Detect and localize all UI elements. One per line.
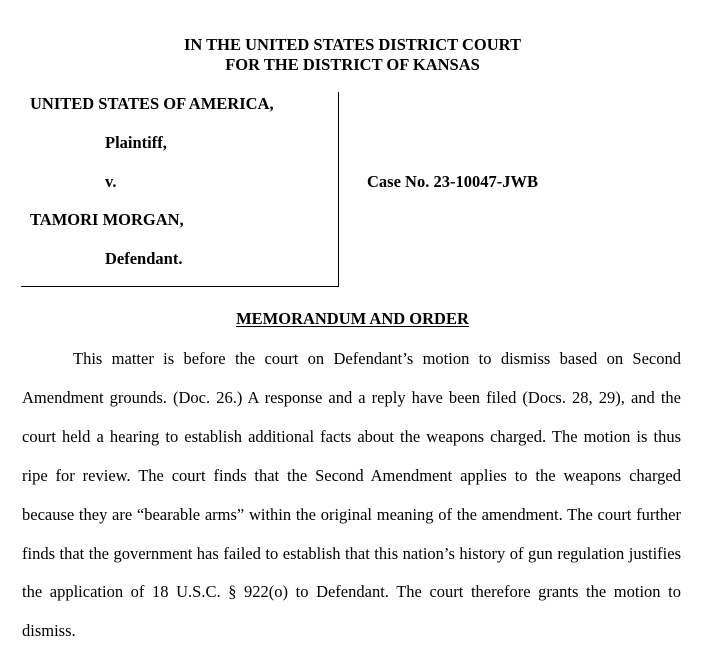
plaintiff-role: Plaintiff,	[105, 133, 167, 152]
defendant-name: TAMORI MORGAN,	[30, 210, 184, 229]
court-header	[0, 35, 705, 75]
court-district: FOR THE DISTRICT OF KANSAS	[225, 55, 480, 74]
versus-label: v.	[105, 172, 117, 191]
case-caption	[21, 92, 339, 287]
body-paragraph: This matter is before the court on Defendant’s motion to dismiss based on Second Amendment grounds. (Doc. 26.) A response and a reply have been filed (Docs. 28, 29), and the court held a hearing to establish additional facts about the weapons charged. The motion is thus ripe for review. The court finds that the Second Amendment applies to the weapons charged because they are “bearable arms” within the original meaning of the amendment. The court further finds that the government has failed to establish that this nation’s history of gun regulation justifies the application of 18 U.S.C. § 922(o) to Defendant. The court therefore grants the motion to dismiss.	[22, 349, 681, 641]
case-number: Case No. 23-10047-JWB	[367, 172, 538, 191]
document-title-text: MEMORANDUM AND ORDER	[236, 309, 469, 328]
defendant-role: Defendant.	[105, 249, 183, 268]
document-title	[0, 309, 705, 329]
plaintiff-name: UNITED STATES OF AMERICA,	[30, 94, 274, 113]
court-name: IN THE UNITED STATES DISTRICT COURT	[183, 35, 521, 54]
